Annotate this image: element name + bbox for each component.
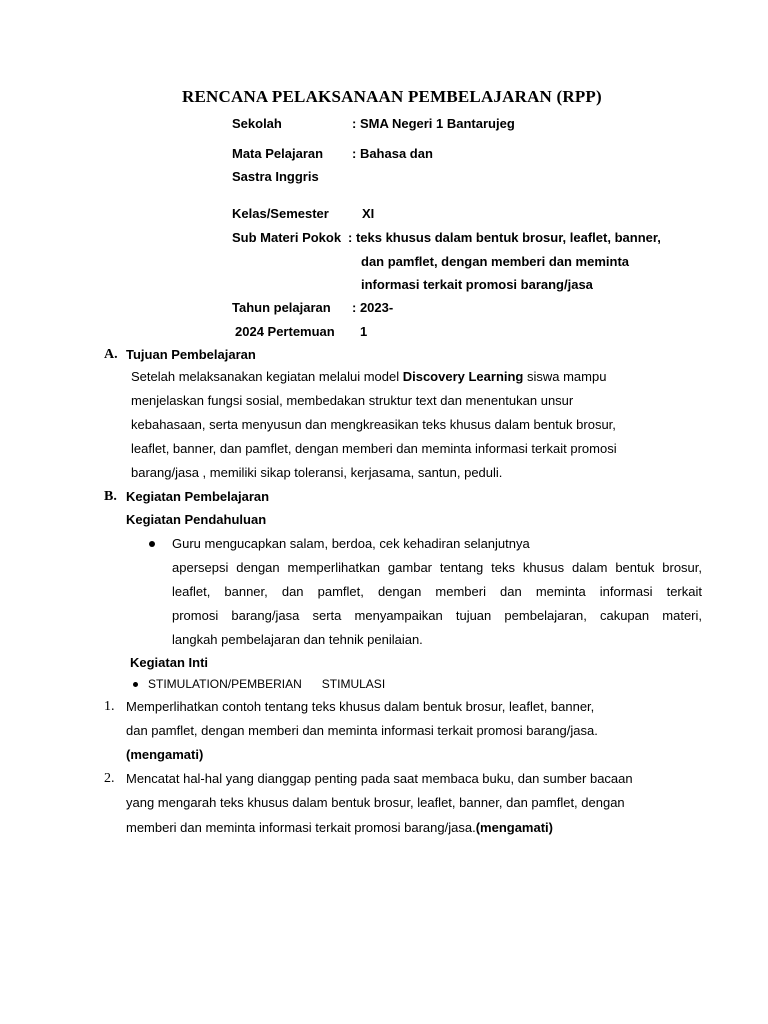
discovery-learning-text: Discovery Learning bbox=[402, 369, 524, 384]
submateri-line-3: informasi terkait promosi barang/jasa bbox=[361, 277, 593, 292]
tujuan-line-5: barang/jasa , memiliki sikap toleransi, kerjasama, santun, peduli. bbox=[131, 465, 503, 480]
tahun-label: Tahun pelajaran bbox=[232, 300, 331, 315]
pertemuan-value: 1 bbox=[360, 324, 368, 339]
item-2-line-3-pre: memberi dan meminta informasi terkait promosi barang/jasa. bbox=[126, 820, 476, 835]
bullet-icon bbox=[133, 682, 138, 687]
item-2-line-3-bold: (mengamati) bbox=[475, 820, 553, 835]
tujuan-line-3: kebahasaan, serta menyusun dan mengkreasikan teks khusus dalam bentuk brosur, bbox=[131, 417, 616, 432]
item-1-line-2: dan pamflet, dengan memberi dan meminta informasi terkait promosi barang/jasa. bbox=[126, 723, 598, 738]
submateri-line-1: : teks khusus dalam bentuk brosur, leaflet, banner, bbox=[348, 230, 661, 245]
item-1-line-3: (mengamati) bbox=[126, 747, 204, 762]
pendahuluan-bullet-text: Guru mengucapkan salam, berdoa, cek kehadiran selanjutnya bbox=[172, 536, 530, 551]
bullet-icon bbox=[149, 541, 155, 547]
pendahuluan-line-4: langkah pembelajaran dan tehnik penilaian. bbox=[172, 632, 423, 647]
mapel-label: Mata Pelajaran bbox=[232, 146, 324, 161]
inti-bullet-text: STIMULATION/PEMBERIAN STIMULASI bbox=[148, 677, 386, 691]
kelas-label: Kelas/Semester bbox=[232, 206, 329, 221]
pertemuan-label: 2024 Pertemuan bbox=[235, 324, 335, 339]
submateri-label: Sub Materi Pokok bbox=[232, 230, 342, 245]
tujuan-line-2: menjelaskan fungsi sosial, membedakan struktur text dan menentukan unsur bbox=[131, 393, 574, 408]
item-2-line-3 bbox=[126, 820, 553, 835]
tujuan-line-1-pre: Setelah melaksanakan kegiatan melalui model bbox=[131, 369, 403, 384]
section-a-heading: Tujuan Pembelajaran bbox=[126, 347, 256, 362]
item-2-line-2: yang mengarah teks khusus dalam bentuk brosur, leaflet, banner, dan pamflet, dengan bbox=[126, 795, 625, 810]
tujuan-line-4: leaflet, banner, dan pamflet, dengan memberi dan meminta informasi terkait promosi bbox=[131, 441, 617, 456]
tujuan-line-1-post: siswa mampu bbox=[523, 369, 607, 384]
submateri-line-2: dan pamflet, dengan memberi dan meminta bbox=[361, 254, 629, 269]
kelas-value: XI bbox=[362, 206, 375, 221]
mapel-continuation: Sastra Inggris bbox=[232, 169, 319, 184]
item-2-marker: 2. bbox=[104, 771, 115, 786]
inti-heading: Kegiatan Inti bbox=[130, 655, 209, 670]
item-1-line-1: Memperlihatkan contoh tentang teks khusus dalam bentuk brosur, leaflet, banner, bbox=[126, 699, 595, 714]
section-a-marker: A. bbox=[104, 347, 118, 362]
section-b-marker: B. bbox=[104, 489, 117, 504]
item-2-line-1: Mencatat hal-hal yang dianggap penting pada saat membaca buku, dan sumber bacaan bbox=[126, 771, 633, 786]
mapel-value: : Bahasa dan bbox=[352, 146, 433, 161]
pendahuluan-line-1: apersepsi dengan memperlihatkan gambar tentang teks khusus dalam bentuk brosur, bbox=[172, 560, 702, 575]
section-b-heading: Kegiatan Pembelajaran bbox=[126, 489, 270, 504]
sekolah-label: Sekolah bbox=[232, 116, 282, 131]
tahun-value: : 2023- bbox=[352, 300, 394, 315]
tujuan-line-1 bbox=[131, 369, 606, 384]
pendahuluan-heading: Kegiatan Pendahuluan bbox=[126, 512, 267, 527]
sekolah-value: : SMA Negeri 1 Bantarujeg bbox=[352, 116, 515, 131]
item-1-marker: 1. bbox=[104, 699, 115, 714]
pendahuluan-line-3: promosi barang/jasa serta menyampaikan tujuan pembelajaran, cakupan materi, bbox=[172, 608, 702, 623]
document-title: RENCANA PELAKSANAAN PEMBELAJARAN (RPP) bbox=[182, 87, 602, 106]
pendahuluan-line-2: leaflet, banner, dan pamflet, dengan memberi dan meminta informasi terkait bbox=[172, 584, 702, 599]
